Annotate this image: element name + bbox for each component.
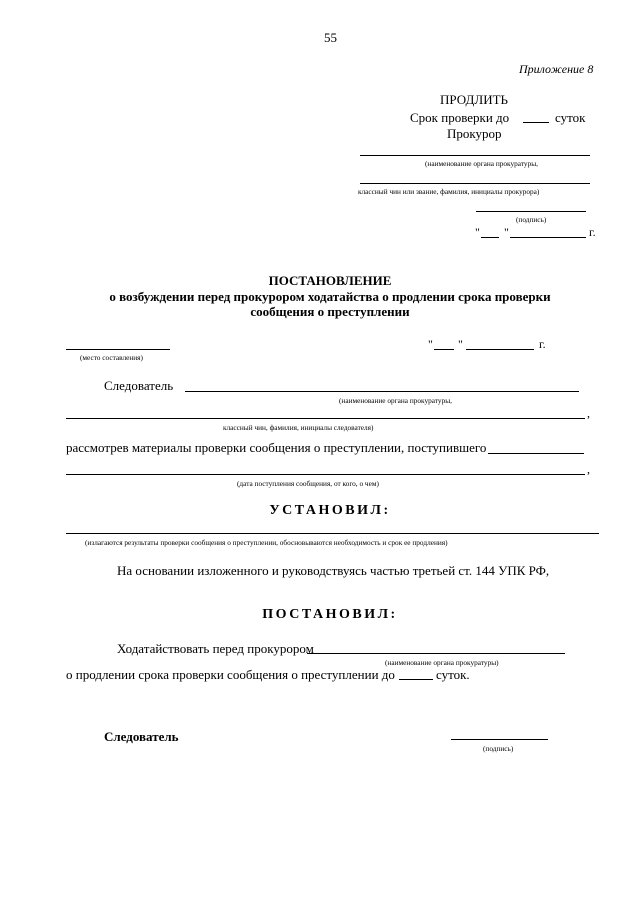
received-from-field[interactable] <box>488 453 584 454</box>
doc-date-month-field[interactable] <box>466 349 534 350</box>
appendix-label: Приложение 8 <box>519 62 594 76</box>
extend-days-field[interactable] <box>399 679 433 680</box>
approval-date-month-field[interactable] <box>510 237 586 238</box>
established-heading: УСТАНОВИЛ: <box>269 503 391 518</box>
prosecutor-signature-field[interactable] <box>476 211 586 212</box>
investigator-name-field[interactable] <box>66 418 585 419</box>
received-caption: (дата поступления сообщения, от кого, о чем) <box>237 479 379 488</box>
prosecutor-signature-caption: (подпись) <box>516 215 547 224</box>
approval-title: ПРОДЛИТЬ <box>440 92 508 107</box>
approval-date-day-field[interactable] <box>481 237 499 238</box>
approval-year-mark: г. <box>589 225 596 239</box>
approval-date-quote-close: " <box>504 225 509 239</box>
approval-date-quote-open: " <box>475 225 480 239</box>
document-title: ПОСТАНОВЛЕНИЕ <box>268 273 392 288</box>
established-caption: (излагаются результаты проверки сообщения о преступлении, обосновываются необходимость и срок ее продления) <box>85 538 448 547</box>
prosecutor-name-field[interactable] <box>360 183 590 184</box>
page-number: 55 <box>324 30 337 45</box>
extend-prefix: о продлении срока проверки сообщения о преступлении до <box>66 667 395 682</box>
investigator-label: Следователь <box>104 378 174 393</box>
investigator-signature-field[interactable] <box>451 739 548 740</box>
received-comma: , <box>587 462 590 476</box>
prosecutor-name-caption: классный чин или звание, фамилия, инициалы прокурора) <box>358 187 540 196</box>
investigator-body-field[interactable] <box>185 391 579 392</box>
extend-suffix: суток. <box>436 667 470 682</box>
place-caption: (место составления) <box>80 353 143 362</box>
prosecutor-label: Прокурор <box>447 126 502 141</box>
petition-text: Ходатайствовать перед прокурором <box>117 641 314 656</box>
doc-date-quote-open: " <box>428 337 433 351</box>
prosecutor-office-field[interactable] <box>307 653 565 654</box>
prosecutor-body-field[interactable] <box>360 155 590 156</box>
resolved-heading: ПОСТАНОВИЛ: <box>262 607 398 622</box>
term-days-field[interactable] <box>523 122 549 123</box>
term-suffix: суток <box>555 110 586 125</box>
review-text: рассмотрев материалы проверки сообщения о преступлении, поступившего <box>66 440 487 455</box>
established-field[interactable] <box>66 533 599 534</box>
signature-label: Следователь <box>104 729 179 744</box>
investigator-name-caption: классный чин, фамилия, инициалы следователя) <box>223 423 374 432</box>
basis-text: На основании изложенного и руководствуясь частью третьей ст. 144 УПК РФ, <box>117 563 550 578</box>
prosecutor-office-caption: (наименование органа прокуратуры) <box>385 658 499 667</box>
investigator-body-caption: (наименование органа прокуратуры, <box>339 396 452 405</box>
doc-date-day-field[interactable] <box>434 349 454 350</box>
term-prefix: Срок проверки до <box>410 110 510 125</box>
investigator-comma: , <box>587 406 590 420</box>
document-subtitle-line1: о возбуждении перед прокурором ходатайства о продлении срока проверки <box>109 289 551 304</box>
document-subtitle-line2: сообщения о преступлении <box>250 304 410 319</box>
prosecutor-body-caption: (наименование органа прокуратуры, <box>425 159 538 168</box>
place-field[interactable] <box>66 349 170 350</box>
investigator-signature-caption: (подпись) <box>483 744 514 753</box>
doc-year-mark: г. <box>539 337 546 351</box>
received-details-field[interactable] <box>66 474 585 475</box>
doc-date-quote-close: " <box>458 337 463 351</box>
